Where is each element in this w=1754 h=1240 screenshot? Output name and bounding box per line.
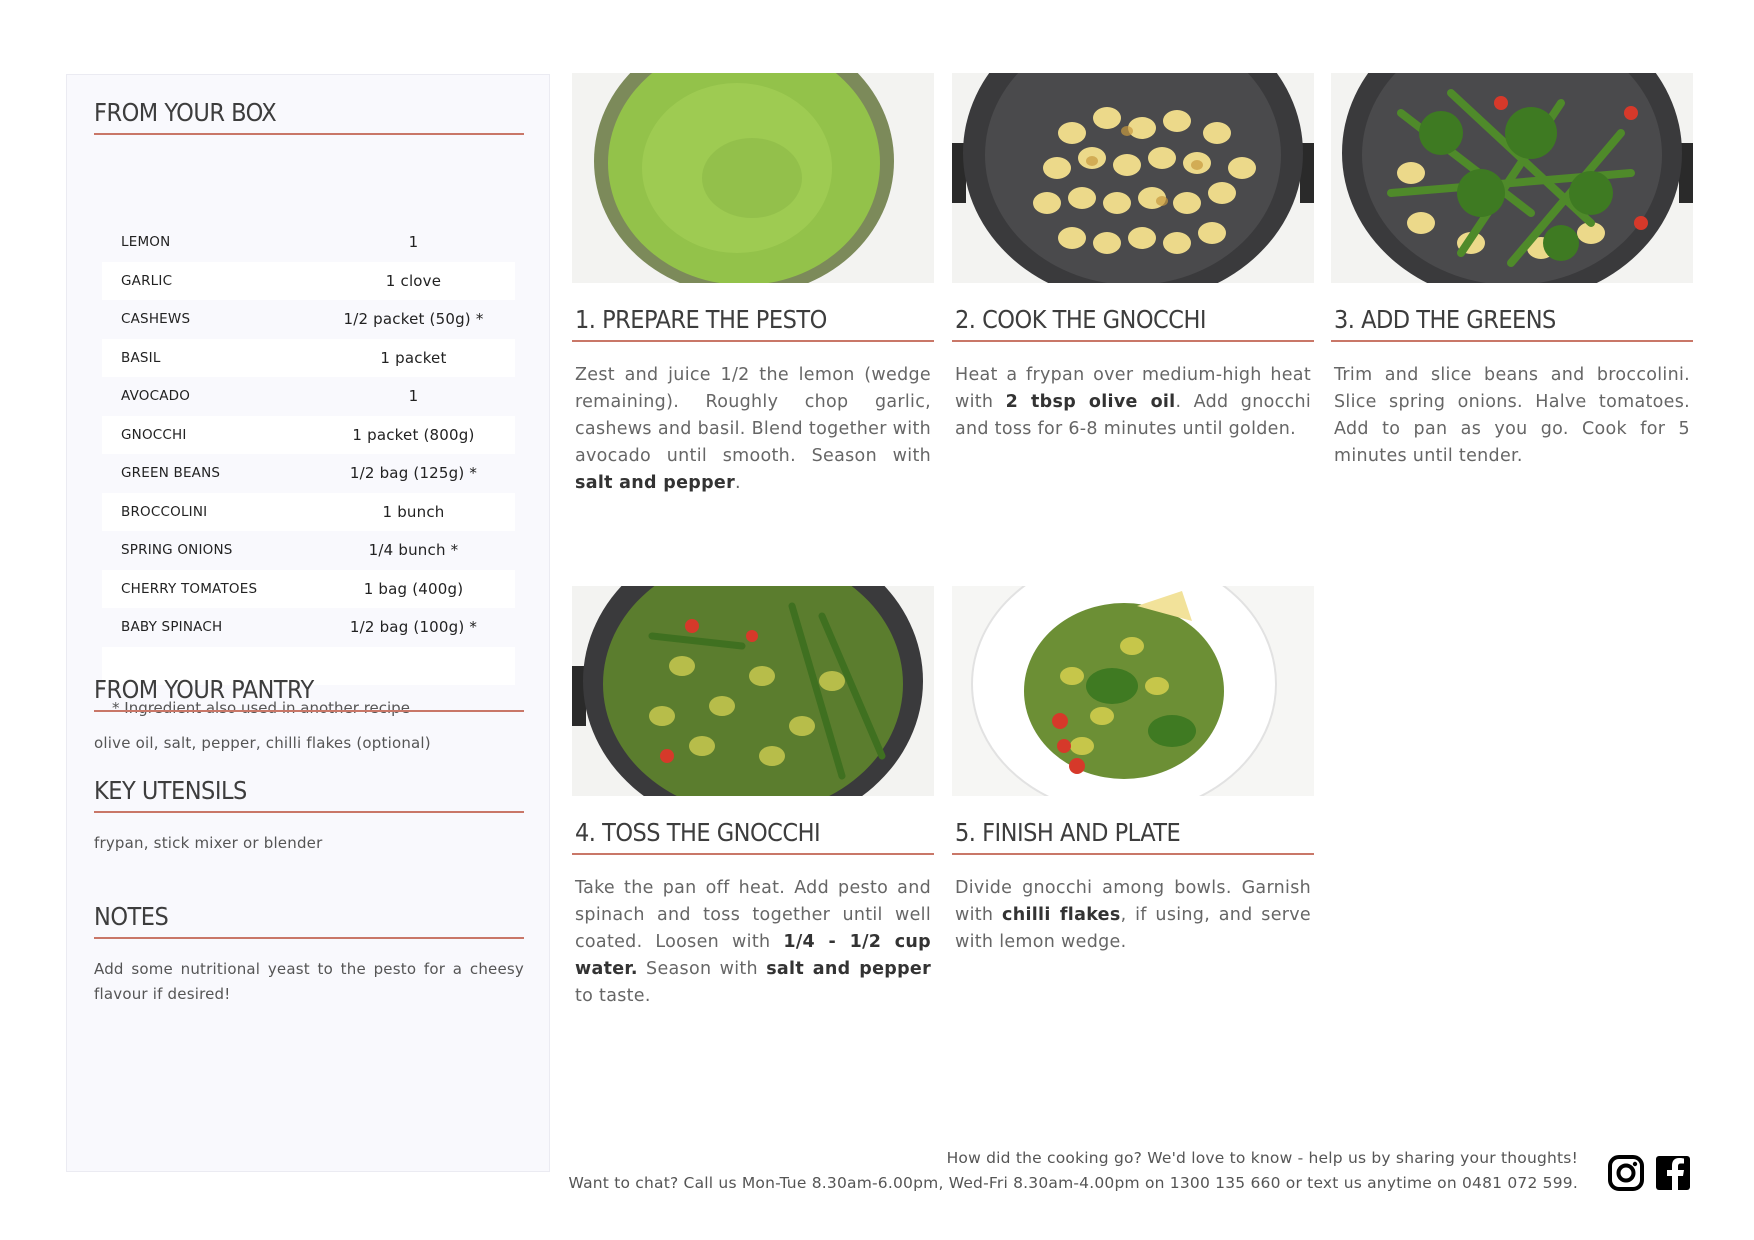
ingredient-qty: 1 (408, 233, 419, 252)
pesto-bowl-image (572, 73, 934, 283)
key-utensils-title: KEY UTENSILS (94, 776, 524, 813)
ingredient-qty: 1/2 bag (125g) * (349, 464, 478, 483)
ingredients-panel (66, 74, 550, 1172)
ingredient-name: GREEN BEANS (121, 465, 221, 482)
ingredient-row (102, 493, 515, 532)
pantry-text: olive oil, salt, pepper, chilli flakes (optional) (94, 734, 431, 752)
ingredient-row (102, 454, 515, 493)
step-3-title: 3. ADD THE GREENS (1331, 305, 1693, 342)
notes-text: Add some nutritional yeast to the pesto for a cheesy flavour if desired! (94, 960, 524, 1003)
step-2-text: Heat a frypan over medium-high heat with 2 tbsp olive oil. Add gnocchi and toss for 6-8 minutes until golden. (955, 365, 1311, 439)
ingredient-qty: 1 packet (380, 348, 447, 367)
gnocchi-pan-image (952, 73, 1314, 283)
ingredient-qty: 1 clove (385, 271, 442, 290)
ingredient-row (102, 570, 515, 609)
step-3-text: Trim and slice beans and broccolini. Slice spring onions. Halve tomatoes. Add to pan as you go. Cook for 5 minutes until tender. (1334, 365, 1690, 466)
notes-title: NOTES (94, 902, 524, 939)
utensils-text: frypan, stick mixer or blender (94, 834, 323, 852)
step-1 (572, 73, 934, 497)
ingredient-name: AVOCADO (121, 388, 191, 405)
footer-line-1: How did the cooking go? We'd love to know - help us by sharing your thoughts! (946, 1149, 1578, 1167)
ingredient-name: GARLIC (121, 272, 173, 289)
ingredient-row (102, 608, 515, 647)
ingredient-qty: 1 bunch (382, 502, 445, 521)
ingredient-name: CASHEWS (121, 311, 191, 328)
feedback-footer (569, 1146, 1578, 1196)
ingredient-name: BASIL (121, 349, 161, 366)
ingredient-qty: 1 packet (800g) (352, 425, 475, 444)
ingredient-row (102, 300, 515, 339)
step-1-image (572, 73, 934, 283)
ingredient-qty: 1/4 bunch * (368, 541, 459, 560)
step-4 (572, 586, 934, 1010)
tossed-gnocchi-pan-image (572, 586, 934, 796)
step-3 (1331, 73, 1693, 470)
ingredient-footnote: * Ingredient also used in another recipe (112, 699, 410, 717)
step-1-text: Zest and juice 1/2 the lemon (wedge remaining). Roughly chop garlic, cashews and basil. Blend together with avocado until smooth. Season with salt and pepper. (575, 365, 931, 493)
ingredient-qty: 1 (408, 387, 419, 406)
ingredient-qty: 1/2 packet (50g) * (343, 310, 484, 329)
ingredient-name: GNOCCHI (121, 426, 187, 443)
step-5-image (952, 586, 1314, 796)
ingredient-row (102, 377, 515, 416)
greens-pan-image (1331, 73, 1693, 283)
step-4-image (572, 586, 934, 796)
step-5-title: 5. FINISH AND PLATE (952, 818, 1314, 855)
step-3-image (1331, 73, 1693, 283)
step-5-text: Divide gnocchi among bowls. Garnish with chilli flakes, if using, and serve with lemon wedge. (955, 878, 1311, 952)
from-your-pantry-title: FROM YOUR PANTRY (94, 675, 524, 712)
step-4-text: Take the pan off heat. Add pesto and spinach and toss together until well coated. Loosen with 1/4 - 1/2 cup water. Season with salt and pepper to taste. (575, 878, 931, 1006)
instagram-icon[interactable] (1607, 1154, 1645, 1192)
step-1-title: 1. PREPARE THE PESTO (572, 305, 934, 342)
ingredient-row (102, 531, 515, 570)
ingredient-row (102, 339, 515, 378)
ingredient-qty: 1 bag (400g) (363, 579, 464, 598)
footer-line-2: Want to chat? Call us Mon-Tue 8.30am-6.00pm, Wed-Fri 8.30am-4.00pm on 1300 135 660 or text us anytime on 0481 072 599. (568, 1174, 1578, 1192)
ingredient-name: BROCCOLINI (121, 503, 208, 520)
ingredient-name: BABY SPINACH (121, 619, 223, 636)
ingredient-row (102, 262, 515, 301)
ingredient-row (102, 223, 515, 262)
step-2-image (952, 73, 1314, 283)
facebook-icon[interactable] (1654, 1154, 1692, 1192)
from-your-box-title: FROM YOUR BOX (94, 98, 524, 135)
ingredient-row (102, 416, 515, 455)
step-2 (952, 73, 1314, 443)
step-2-title: 2. COOK THE GNOCCHI (952, 305, 1314, 342)
step-5 (952, 586, 1314, 956)
ingredient-name: CHERRY TOMATOES (121, 580, 258, 597)
ingredients-table (102, 223, 515, 685)
ingredient-qty: 1/2 bag (100g) * (349, 618, 478, 637)
step-4-title: 4. TOSS THE GNOCCHI (572, 818, 934, 855)
ingredient-name: LEMON (121, 234, 171, 251)
ingredient-name: SPRING ONIONS (121, 542, 233, 559)
plated-gnocchi-image (952, 586, 1314, 796)
